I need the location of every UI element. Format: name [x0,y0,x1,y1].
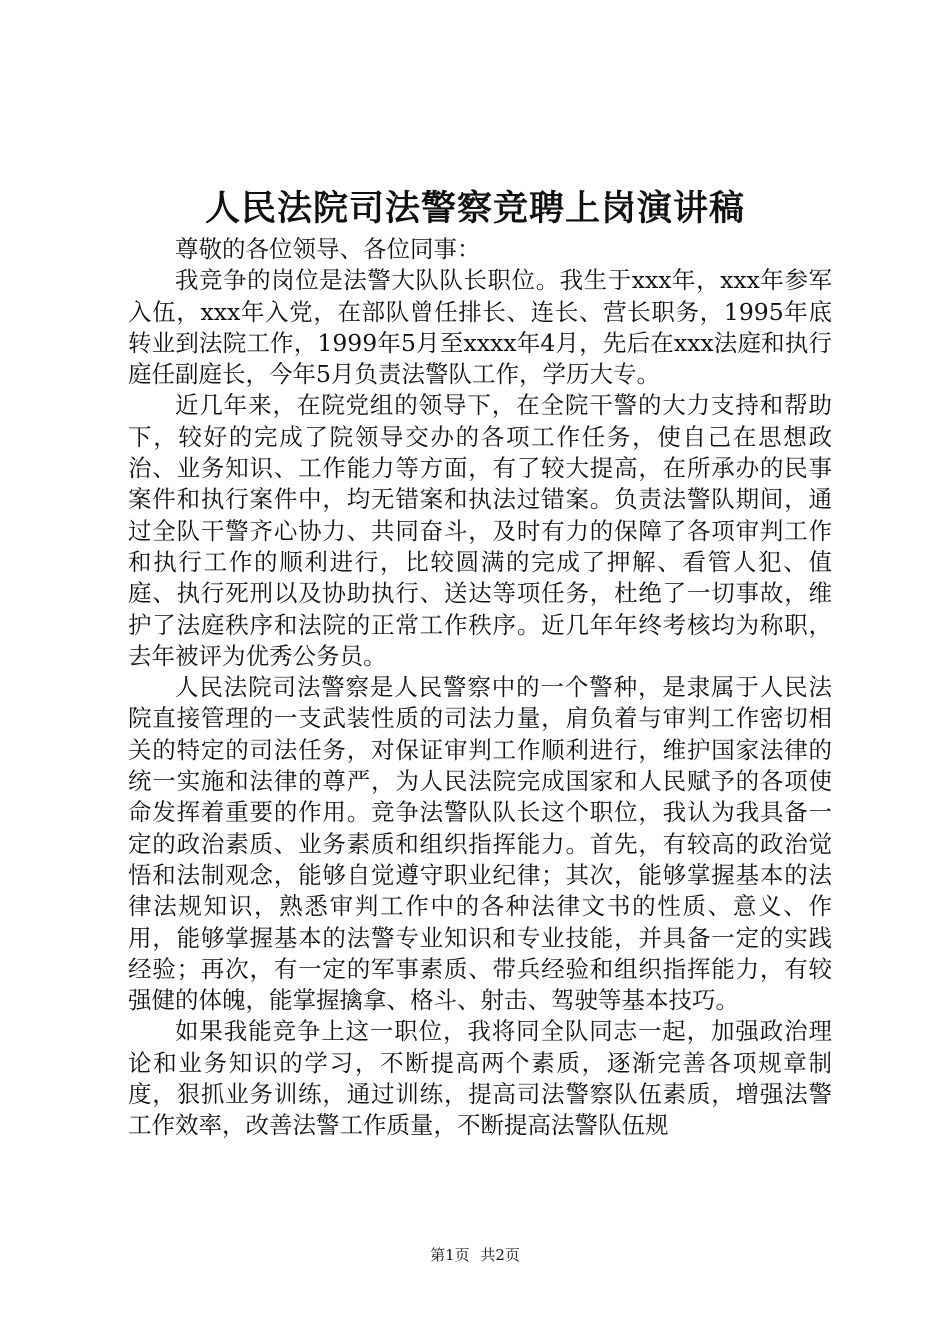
body-paragraph: 人民法院司法警察是人民警察中的一个警种，是隶属于人民法院直接管理的一支武装性质的司法力量，肩负着与审判工作密切相关的特定的司法任务，对保证审判工作顺利进行，维护国家法律的统一实施和法律的尊严，为人民法院完成国家和人民赋予的各项使命发挥着重要的作用。竞争法警队队长这个职位，我认为我具备一定的政治素质、业务素质和组织指挥能力。首先，有较高的政治觉悟和法制观念，能够自觉遵守职业纪律；其次，能够掌握基本的法律法规知识，熟悉审判工作中的各种法律文书的性质、意义、作用，能够掌握基本的法警专业知识和专业技能，并具备一定的实践经验；再次，有一定的军事素质、带兵经验和组织指挥能力，有较强健的体魄，能掌握擒拿、格斗、射击、驾驶等基本技巧。 [128,673,832,1015]
page-footer [0,1244,950,1266]
body-paragraph: 近几年来，在院党组的领导下，在全院干警的大力支持和帮助下，较好的完成了院领导交办的各项工作任务，使自己在思想政治、业务知识、工作能力等方面，有了较大提高，在所承办的民事案件和执行案件中，均无错案和执法过错案。负责法警队期间，通过全队干警齐心协力、共同奋斗，及时有力的保障了各项审判工作和执行工作的顺利进行，比较圆满的完成了押解、看管人犯、值庭、执行死刑以及协助执行、送达等项任务，杜绝了一切事故，维护了法庭秩序和法院的正常工作秩序。近几年年终考核均为称职，去年被评为优秀公务员。 [128,391,832,670]
body-paragraph: 如果我能竞争上这一职位，我将同全队同志一起，加强政治理论和业务知识的学习，不断提高两个素质，逐渐完善各项规章制度，狠抓业务训练，通过训练，提高司法警察队伍素质，增强法警工作效率，改善法警工作质量，不断提高法警队伍规 [128,1017,832,1140]
page-number-total: 共2页 [480,1246,520,1264]
page-number-current: 第1页 [430,1246,470,1264]
body-paragraph: 我竞争的岗位是法警大队队长职位。我生于xxx年，xxx年参军入伍，xxx年入党，在部队曾任排长、连长、营长职务，1995年底转业到法院工作，1999年5月至xxxx年4月，先后在xxx法庭和执行庭任副庭长，今年5月负责法警队工作，学历大专。 [128,266,832,389]
salutation-paragraph: 尊敬的各位领导、各位同事： [175,235,481,263]
document-title: 人民法院司法警察竞聘上岗演讲稿 [204,188,745,229]
document-body [128,234,832,1142]
